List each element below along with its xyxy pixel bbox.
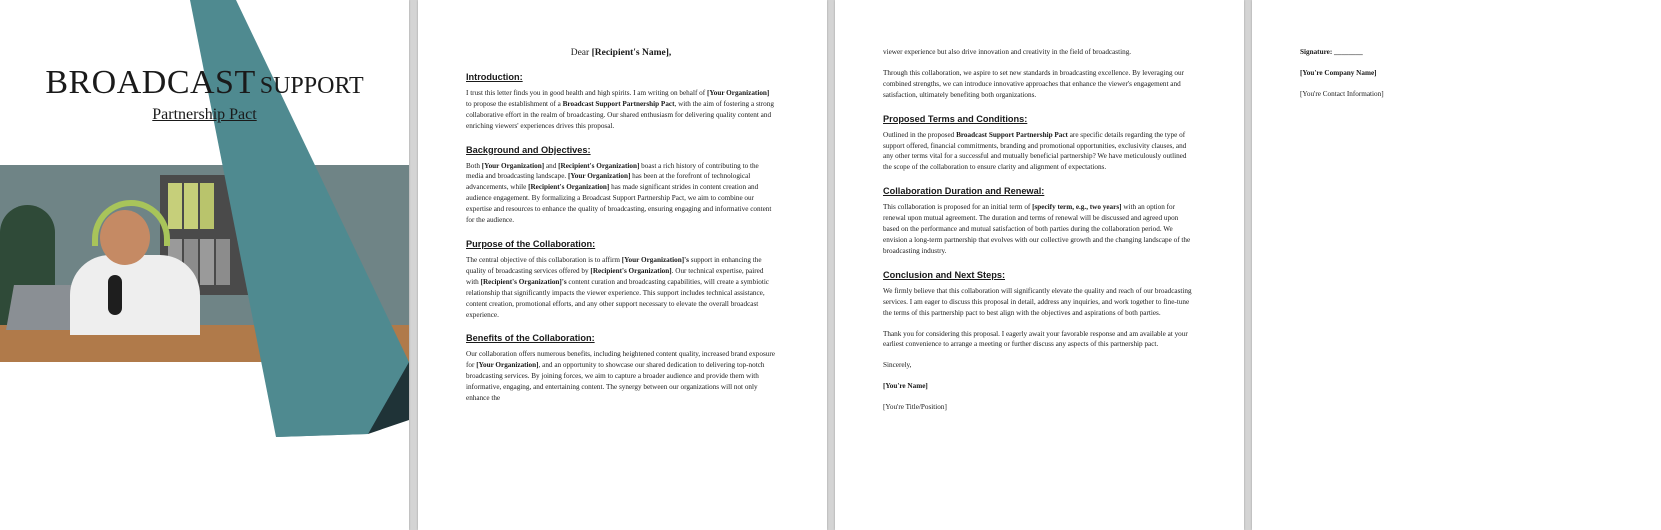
through-paragraph: Through this collaboration, we aspire to set new standards in broadcasting excellence. By leveraging our combined strengths, we can introduce innovative approaches that enhance the viewer's engagement and satisfaction, ultimately benefiting both organizations. — [883, 68, 1184, 99]
conclusion-paragraph: We firmly believe that this collaboration will significantly elevate the quality and reach of our broadcasting services. I am eager to discuss this proposal in detail, address any inquiries, and work together to fine-tune the terms of this partnership pact to best align with the objectives and aspirations of both parties. — [883, 286, 1192, 317]
contact-info: [You're Contact Information] — [1300, 89, 1384, 98]
duration-paragraph: This collaboration is proposed for an initial term of [specify term, e.g., two years] with an option for renewal upon mutual agreement. The duration and terms of renewal will be discussed and agreed upon based on the performance and mutual satisfaction of both parties during the collaboration period. We envision a long-term partnership that evolves with our collective growth and the changing landscape of the broadcasting industry. — [883, 203, 1191, 255]
letter-page-2 — [835, 0, 1244, 530]
section-heading-terms: Proposed Terms and Conditions: — [883, 113, 1028, 124]
page-content — [466, 42, 776, 404]
cover-title — [0, 64, 409, 102]
letter-page-1 — [418, 0, 827, 530]
company-name: [You're Company Name] — [1300, 68, 1377, 77]
section-heading-conclusion: Conclusion and Next Steps: — [883, 269, 1006, 280]
section-heading-background: Background and Objectives: — [466, 144, 591, 155]
signature-line: Signature: ________ — [1300, 48, 1363, 56]
greeting: Dear [Recipient's Name], — [570, 48, 672, 58]
benefits-paragraph: Our collaboration offers numerous benefits, including heightened content quality, increased brand exposure for [Your Organization], and an opportunity to showcase our shared dedication to delivering top-notch broadcasting services. By joining forces, we aim to capture a broader audience and provide them with informative, engaging, and entertaining content. The synergy between our organizations will not only enhance the — [466, 350, 775, 403]
terms-paragraph: Outlined in the proposed Broadcast Support Partnership Pact are specific details regarding the type of support offered, financial commitments, branding and promotional opportunities, exclusivity clauses, and any other terms vital for a successful and mutually beneficial partnership? We have meticulously outlined the scope of the collaboration to ensure clarity and alignment of expectations. — [883, 130, 1187, 172]
cover-title-big: BROADCAST — [45, 64, 256, 101]
page-content — [883, 47, 1193, 413]
cover-title-small: SUPPORT — [259, 73, 364, 99]
section-heading-introduction: Introduction: — [466, 71, 523, 82]
cover-subtitle: Partnership Pact — [152, 106, 257, 123]
your-name: [You're Name] — [883, 382, 928, 391]
thanks-paragraph: Thank you for considering this proposal. I eagerly await your favorable response and am available at your earliest convenience to arrange a meeting or further discuss any aspects of this partnership pact. — [883, 329, 1188, 349]
intro-paragraph: I trust this letter finds you in good health and high spirits. I am writing on behalf of [Your Organization] to propose the establishment of a Broadcast Support Partnership Pact, with the aim of fostering a strong collaborative effort in the realm of broadcasting. Our shared enthusiasm for delivering quality content and enriching viewers' experiences drives this proposal. — [466, 88, 774, 130]
background-paragraph: Both [Your Organization] and [Recipient's Organization] boast a rich history of contributing to the media and broadcasting landscape. [Your Organization] has been at the forefront of technological advancements, while [Recipient's Organization] has made significant strides in content creation and audience engagement. By formalizing a Broadcast Support Partnership Pact, we aim to combine our expertise and resources to enhance the quality of broadcasting, ensuring engaging and informative content for the audience. — [466, 161, 772, 225]
letter-page-3 — [1252, 0, 1661, 530]
section-heading-benefits: Benefits of the Collaboration: — [466, 333, 595, 344]
cover-page — [0, 0, 409, 530]
page-content — [1300, 47, 1610, 110]
section-heading-duration: Collaboration Duration and Renewal: — [883, 186, 1045, 197]
sincerely-line: Sincerely, — [883, 361, 912, 370]
your-title: [You're Title/Position] — [883, 403, 947, 412]
purpose-paragraph: The central objective of this collaboration is to affirm [Your Organization]'s support in enhancing the quality of broadcasting services offered by [Recipient's Organization]. Our technical expertise, paired with [Recipient's Organization]'s content curation and broadcasting capabilities, will create a symbiotic relationship that significantly impacts the viewer experience. This support includes technical assistance, content creation, promotional efforts, and any other support necessary to elevate the overall broadcast experience. — [466, 255, 770, 319]
section-heading-purpose: Purpose of the Collaboration: — [466, 238, 596, 249]
benefits-continued: viewer experience but also drive innovation and creativity in the field of broadcasting. — [883, 48, 1132, 56]
